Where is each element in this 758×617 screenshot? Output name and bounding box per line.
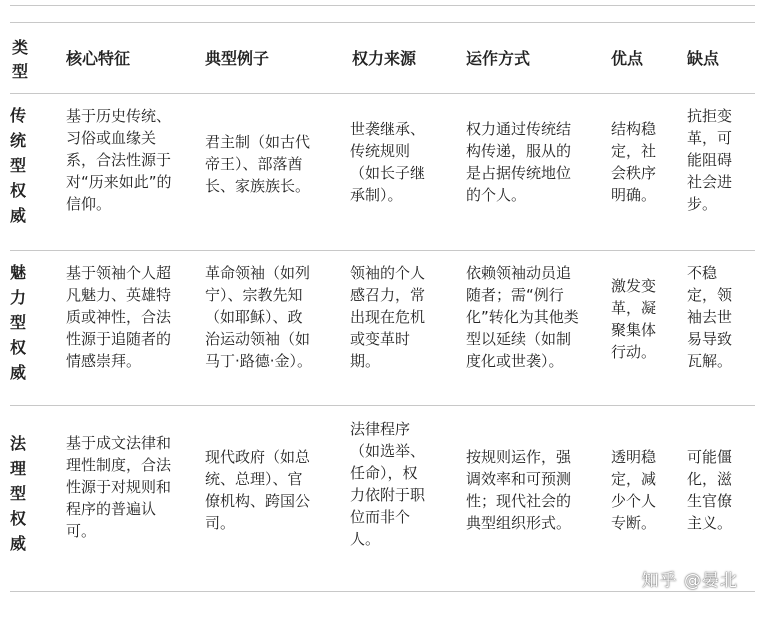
row-core: 基于领袖个人超 凡魅力、英雄特 质或神性，合法 性源于追随者的 情感崇拜。 <box>66 264 172 370</box>
row-core: 基于历史传统、 习俗或血缘关 系，合法性源于 对“历来如此”的 信仰。 <box>66 107 172 213</box>
row-type-label: 魅 力 型 权 威 <box>9 263 26 382</box>
top-rule <box>10 5 755 6</box>
row-operation: 按规则运作，强 调效率和可预测 性；现代社会的 典型组织形式。 <box>466 448 572 532</box>
watermark-zhihu: 知乎 @晏北 <box>641 571 738 591</box>
row-cons: 可能僵 化，滋 生官僚 主义。 <box>687 448 733 532</box>
header-top-rule <box>10 22 755 23</box>
row-operation: 依赖领袖动员追 随者；需“例行 化”转化为其他类 型以延续（如制 度化或世袭）。 <box>466 264 579 370</box>
row-pros: 透明稳 定，减 少个人 专断。 <box>611 448 657 532</box>
row-core: 基于成文法律和 理性制度，合法 性源于对规则和 程序的普遍认 可。 <box>66 434 172 540</box>
row-source: 世袭继承、 传统规则 （如长子继 承制）。 <box>350 120 426 204</box>
row-cons: 抗拒变 革，可 能阻碍 社会进 步。 <box>687 107 733 213</box>
header-type: 类 型 <box>12 38 29 81</box>
row-source: 领袖的个人 感召力，常 出现在危机 或变革时 期。 <box>350 264 426 370</box>
row-divider <box>10 250 755 251</box>
row-divider <box>10 405 755 406</box>
header-source: 权力来源 <box>352 49 417 68</box>
table-bottom-rule <box>10 591 755 592</box>
row-pros: 结构稳 定，社 会秩序 明确。 <box>611 120 657 204</box>
header-pros: 优点 <box>611 49 644 68</box>
row-type-label: 法 理 型 权 威 <box>9 434 26 553</box>
row-type-label: 传 统 型 权 威 <box>9 106 26 225</box>
row-source: 法律程序 （如选举、 任命），权 力依附于职 位而非个 人。 <box>350 420 426 548</box>
row-examples: 革命领袖（如列 宁）、宗教先知 （如耶稣）、政 治运动领袖（如 马丁·路德·金）。 <box>205 264 313 370</box>
header-core: 核心特征 <box>66 49 131 68</box>
row-examples: 现代政府（如总 统、总理）、官 僚机构、跨国公 司。 <box>205 448 311 532</box>
header-cons: 缺点 <box>687 49 720 68</box>
row-operation: 权力通过传统结 构传递，服从的 是占据传统地位 的个人。 <box>466 120 572 204</box>
header-bottom-rule <box>10 93 755 94</box>
row-cons: 不稳 定，领 袖去世 易导致 瓦解。 <box>687 264 733 370</box>
row-examples: 君主制（如古代 帝王）、部落酋 长、家族族长。 <box>205 133 311 195</box>
row-pros: 激发变 革，凝 聚集体 行动。 <box>611 277 657 361</box>
header-examples: 典型例子 <box>205 49 270 68</box>
header-operation: 运作方式 <box>466 49 531 68</box>
